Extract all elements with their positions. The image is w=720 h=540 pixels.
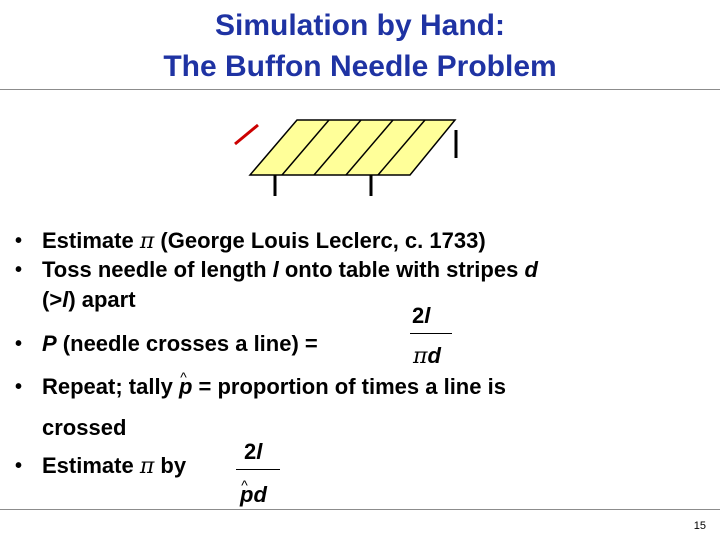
bullet-marker: •	[15, 333, 23, 355]
slide-title-line2: The Buffon Needle Problem	[163, 50, 557, 83]
page-number: 15	[693, 520, 706, 532]
fraction2-bar	[236, 469, 280, 470]
bullet-probability: P (needle crosses a line) =	[42, 331, 318, 356]
p-hat-symbol: ^ p	[179, 374, 192, 400]
footer-divider	[0, 509, 720, 510]
fraction2-numerator: 2l	[244, 439, 263, 464]
title-divider	[0, 89, 720, 90]
bullet-marker: •	[15, 259, 23, 281]
slide-title-line1: Simulation by Hand:	[214, 9, 505, 42]
bullet-estimate-pi-by: Estimate π by	[42, 453, 187, 479]
bullet-toss-needle: Toss needle of length l onto table with stripes d	[42, 257, 538, 282]
bullet-marker: •	[15, 376, 23, 398]
buffon-table-illustration	[225, 110, 475, 200]
fraction1-denominator: πd	[413, 343, 441, 369]
bullet-toss-needle-cont: (>l) apart	[42, 287, 136, 312]
bullet-marker: •	[15, 455, 23, 477]
bullet-repeat-tally: Repeat; tally ^ p = proportion of times a line is	[42, 374, 506, 400]
fraction1-numerator: 2l	[412, 303, 431, 328]
fraction1-bar	[410, 333, 452, 334]
pi-symbol: π	[139, 454, 155, 479]
fraction2-denominator: ^ pd	[240, 482, 267, 508]
bullet-estimate-pi: Estimate π (George Louis Leclerc, c. 1733)	[42, 228, 486, 254]
bullet-marker: •	[15, 230, 23, 252]
p-hat-symbol: ^ p	[240, 482, 253, 508]
bullet-repeat-tally-cont: crossed	[42, 415, 127, 440]
needle-icon	[235, 125, 258, 144]
pi-symbol: π	[139, 229, 155, 254]
